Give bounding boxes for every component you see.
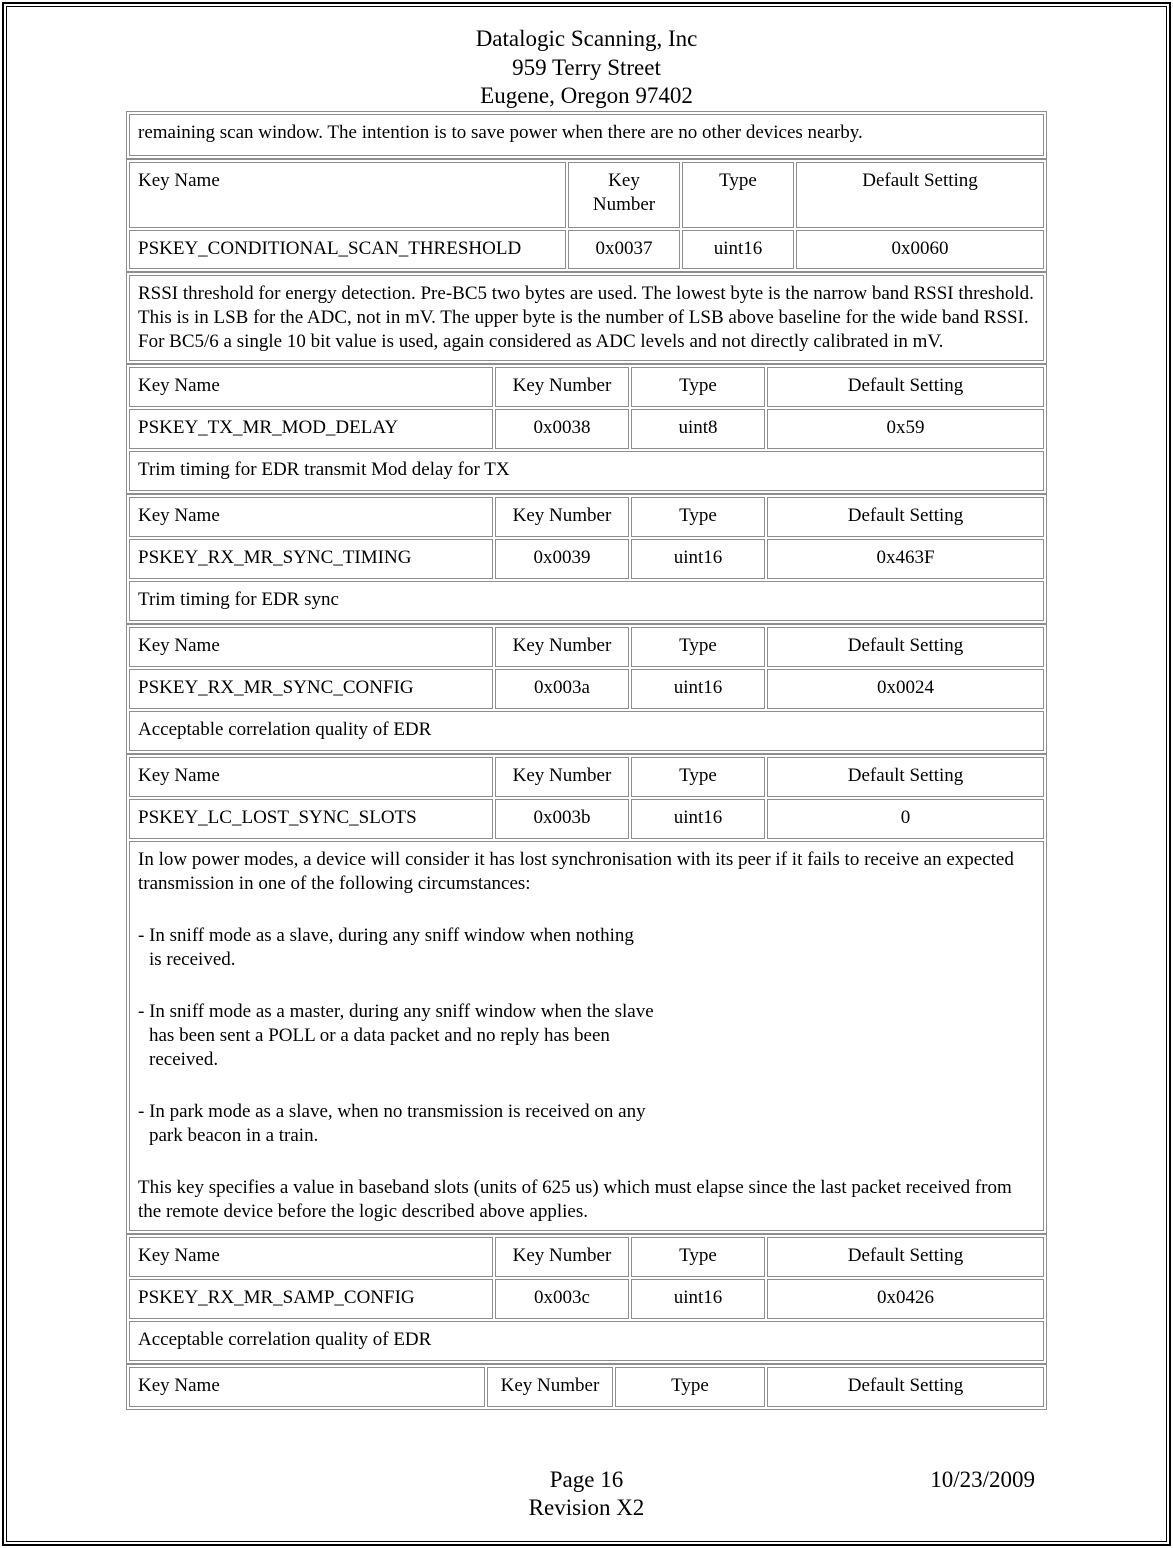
bullet-line: park beacon in a train. — [149, 1125, 319, 1146]
continuation-note-table — [126, 111, 1047, 159]
page-number: Page 16 — [549, 1467, 624, 1492]
pskey-tables — [126, 111, 1047, 1410]
col-key-number: Key Number — [495, 497, 629, 537]
col-key-number: Key Number — [495, 627, 629, 667]
col-key-name: Key Name — [129, 162, 566, 228]
col-key-number: Key Number — [495, 367, 629, 407]
key-description: Acceptable correlation quality of EDR — [129, 1321, 1044, 1361]
col-type: Type — [631, 757, 765, 797]
key-description: RSSI threshold for energy detection. Pre-BC5 two bytes are used. The lowest byte is the narrow band RSSI threshold. This is in LSB for the ADC, not in mV. The upper byte is the number of LSB above baseline for the wide band RSSI. For BC5/6 a single 10 bit value is used, again considered as ADC levels and not directly calibrated in mV. — [129, 275, 1044, 361]
key-header-table — [126, 1364, 1047, 1410]
key-default: 0x0024 — [767, 669, 1044, 709]
bullet-line: received. — [149, 1049, 219, 1070]
key-number: 0x003a — [495, 669, 629, 709]
col-key-name: Key Name — [129, 367, 493, 407]
bullet-line: - In park mode as a slave, when no transmission is received on any — [138, 1101, 646, 1122]
key-description: Acceptable correlation quality of EDR — [129, 711, 1044, 751]
col-type: Type — [631, 497, 765, 537]
key-type: uint16 — [631, 669, 765, 709]
col-default: Default Setting — [767, 1367, 1044, 1407]
key-default: 0x0060 — [796, 230, 1044, 269]
key-default: 0x59 — [767, 409, 1044, 449]
key-number: 0x003b — [495, 799, 629, 839]
footer-date: 10/23/2009 — [930, 1467, 1035, 1492]
col-key-number: Key Number — [495, 1237, 629, 1277]
col-key-number-line2: Number — [592, 194, 656, 215]
key-name: PSKEY_RX_MR_SAMP_CONFIG — [129, 1279, 493, 1319]
company-name: Datalogic Scanning, Inc — [475, 26, 698, 51]
key-type: uint16 — [682, 230, 794, 269]
col-default: Default Setting — [767, 757, 1044, 797]
key-name: PSKEY_RX_MR_SYNC_TIMING — [129, 539, 493, 579]
key-type: uint16 — [631, 539, 765, 579]
key-number: 0x0037 — [568, 230, 680, 269]
col-key-name: Key Name — [129, 627, 493, 667]
bullet-line: has been sent a POLL or a data packet and no reply has been — [149, 1025, 610, 1046]
col-key-number-line1: Key — [608, 170, 640, 191]
continuation-note: remaining scan window. The intention is to save power when there are no other devices nearby. — [129, 114, 1044, 156]
key-type: uint16 — [631, 799, 765, 839]
key-description: Trim timing for EDR transmit Mod delay for TX — [129, 451, 1044, 491]
company-city: Eugene, Oregon 97402 — [480, 83, 693, 108]
revision: Revision X2 — [528, 1495, 645, 1520]
col-type: Type — [682, 162, 794, 228]
description-outro: This key specifies a value in baseband slots (units of 625 us) which must elapse since the last packet received from the remote device before the logic described above applies. — [138, 1177, 1012, 1222]
col-type: Type — [631, 1237, 765, 1277]
bullet-line: is received. — [149, 949, 236, 970]
key-type: uint16 — [631, 1279, 765, 1319]
key-number: 0x0039 — [495, 539, 629, 579]
col-default: Default Setting — [796, 162, 1044, 228]
description-bullet — [138, 924, 1035, 972]
company-street: 959 Terry Street — [512, 54, 661, 80]
col-default: Default Setting — [767, 627, 1044, 667]
description-bullet — [138, 1000, 1035, 1072]
col-default: Default Setting — [767, 1237, 1044, 1277]
col-key-number — [568, 162, 680, 228]
key-header-table — [126, 159, 1047, 272]
key-name: PSKEY_CONDITIONAL_SCAN_THRESHOLD — [129, 230, 566, 269]
bullet-line: - In sniff mode as a master, during any sniff window when the slave — [138, 1001, 654, 1022]
key-description-table — [126, 272, 1047, 364]
col-key-name: Key Name — [129, 497, 493, 537]
description-intro: In low power modes, a device will consider it has lost synchronisation with its peer if it fails to receive an expected transmission in one of the following circumstances: — [138, 849, 1014, 894]
key-header-table — [126, 1234, 1047, 1364]
col-key-number: Key Number — [487, 1367, 613, 1407]
key-header-table — [126, 494, 1047, 624]
key-default: 0x0426 — [767, 1279, 1044, 1319]
key-default: 0x463F — [767, 539, 1044, 579]
key-name: PSKEY_TX_MR_MOD_DELAY — [129, 409, 493, 449]
key-number: 0x003c — [495, 1279, 629, 1319]
key-default: 0 — [767, 799, 1044, 839]
col-key-name: Key Name — [129, 757, 493, 797]
key-description — [129, 841, 1044, 1231]
key-header-table — [126, 754, 1047, 1234]
col-default: Default Setting — [767, 497, 1044, 537]
key-number: 0x0038 — [495, 409, 629, 449]
col-type: Type — [631, 367, 765, 407]
col-type: Type — [631, 627, 765, 667]
key-type: uint8 — [631, 409, 765, 449]
col-default: Default Setting — [767, 367, 1044, 407]
col-key-number: Key Number — [495, 757, 629, 797]
key-description: Trim timing for EDR sync — [129, 581, 1044, 621]
key-name: PSKEY_LC_LOST_SYNC_SLOTS — [129, 799, 493, 839]
key-header-table — [126, 624, 1047, 754]
key-name: PSKEY_RX_MR_SYNC_CONFIG — [129, 669, 493, 709]
bullet-line: - In sniff mode as a slave, during any sniff window when nothing — [138, 925, 634, 946]
col-key-name: Key Name — [129, 1237, 493, 1277]
col-key-name: Key Name — [129, 1367, 485, 1407]
description-bullet — [138, 1100, 1035, 1148]
col-type: Type — [615, 1367, 765, 1407]
key-header-table — [126, 364, 1047, 494]
letterhead — [0, 25, 1173, 111]
